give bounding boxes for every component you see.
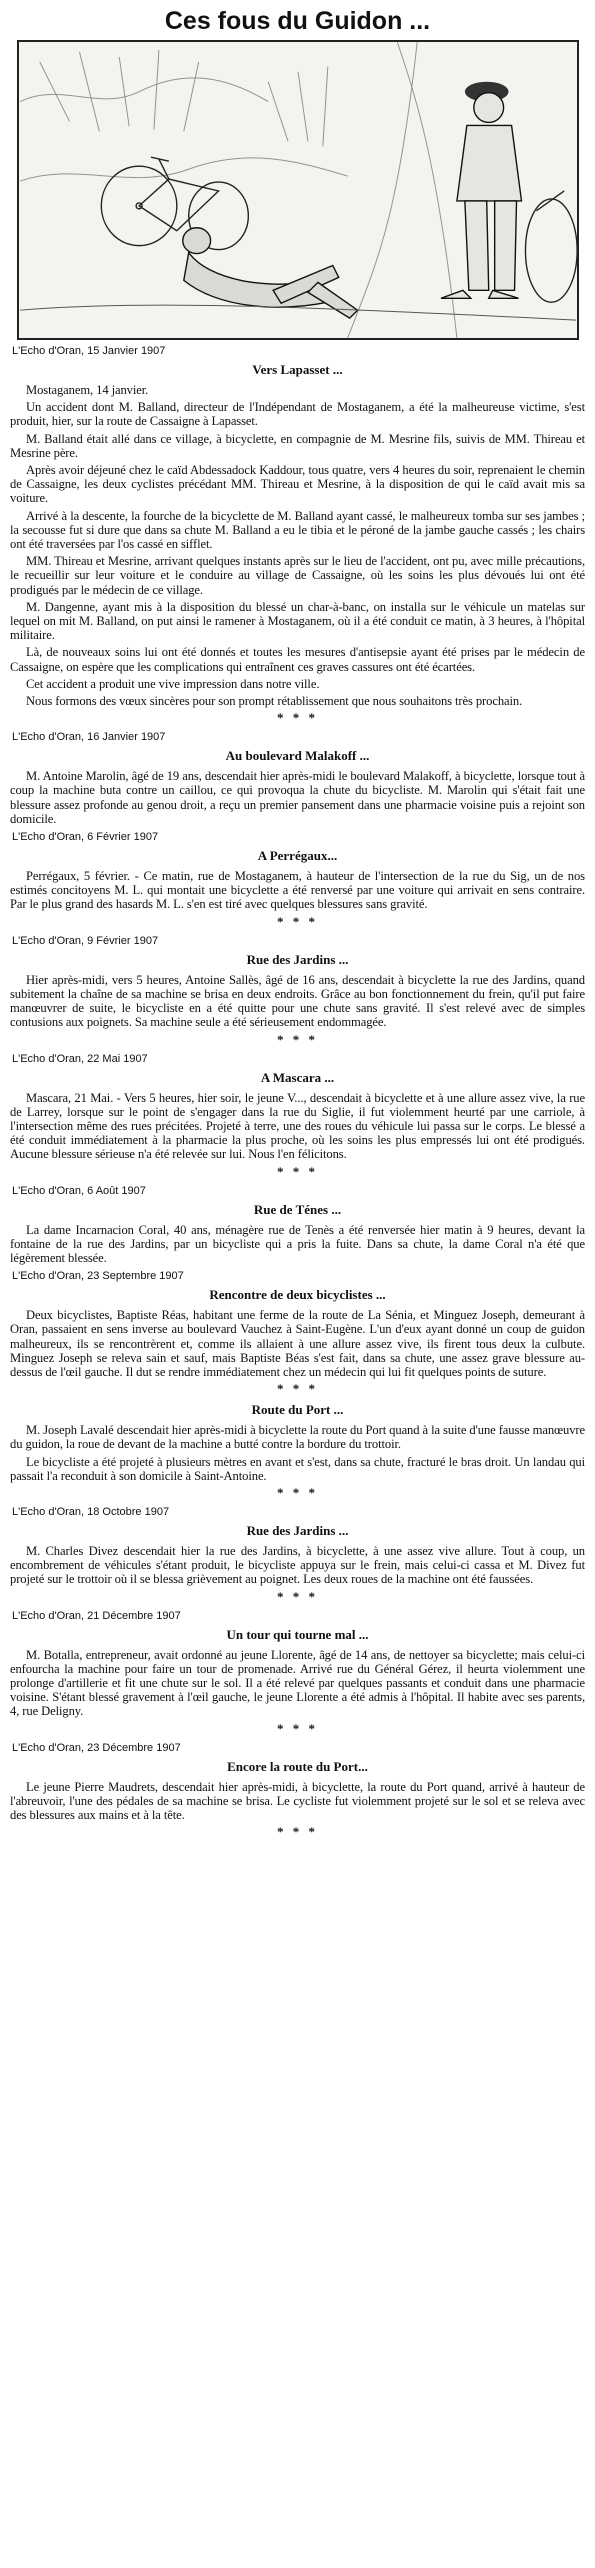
separator: * * * [277, 1588, 318, 1604]
article-headline: Encore la route du Port... [227, 1758, 368, 1774]
article-paragraph: M. Charles Divez descendait hier la rue des Jardins, à bicyclette, à une assez vive allure. Tout à coup, un encombrement de véhicules s'étant produit, le bicycliste appuya sur le frein, mais celui-ci cassa et M. Divez fut projeté sur le trottoir où il se blessa grièvement au poignet. Les deux roues de la machine ont été faussées. [10, 1543, 585, 1587]
article-source: L'Echo d'Oran, 23 Septembre 1907 [12, 1270, 184, 1283]
article-headline: A Mascara ... [260, 1069, 335, 1085]
article-3 [10, 831, 585, 929]
article-headline: Rue de Ténes ... [253, 1201, 342, 1217]
article-paragraph: Là, de nouveaux soins lui ont été donnés et toutes les mesures d'antisepsie ayant été prises par le médecin de Cassaigne, on espère que les complications qui entraînent ces graves cassures ont été écartées. [10, 645, 585, 674]
article-paragraph: Le bicycliste a été projeté à plusieurs mètres en avant et s'est, dans sa chute, fracturé le bras droit. Un landau qui passait l'a reconduit à son domicile à Saint-Antoine. [10, 1454, 585, 1483]
article-headline: Au boulevard Malakoff ... [225, 748, 370, 764]
article-paragraph: Mostaganem, 14 janvier. [26, 383, 149, 397]
article-2 [10, 731, 585, 826]
separator: * * * [277, 1484, 318, 1500]
article-6 [10, 1185, 585, 1266]
article-paragraph: M. Botalla, entrepreneur, avait ordonné au jeune Llorente, âgé de 14 ans, de nettoyer sa bicyclette; mais celui-ci enfourcha la machine pour faire un tour de promenade. Arrivé rue du Général Gérez, il heurta violemment une prolonge d'artillerie et fit une chute sur le sol. Il a été relevé par quelques passants et conduit dans une pharmacie voisine. S'étant blessé gravement à l'œil gauche, le jeune Llorente a été admis à l'hôpital. Il habite avec ses parents, 4, rue Deligny. [10, 1647, 585, 1719]
article-paragraph: M. Balland était allé dans ce village, à bicyclette, en compagnie de M. Mesrine fils, suivis de MM. Thireau et Mesrine père. [10, 431, 585, 460]
article-paragraph: La dame Incarnacion Coral, 40 ans, ménagère rue de Tenès a été renversée hier matin à 9 heures, devant la fontaine de la rue des Jardins, par un bicycliste qui a pris la fuite. Dans sa chute, la dame Coral n'a été que légèrement blessée. [10, 1222, 585, 1265]
separator: * * * [277, 1381, 318, 1397]
article-4 [10, 935, 585, 1047]
article-paragraph: M. Joseph Lavalé descendait hier après-midi à bicyclette la route du Port quand à la suite d'une fausse manœuvre du guidon, la roue de devant de la machine a butté contre la bordure du trottoir. [10, 1423, 585, 1452]
article-paragraph: Le jeune Pierre Maudrets, descendait hier après-midi, à bicyclette, la route du Port quand, arrivé à hauteur de l'abreuvoir, l'une des pédales de sa machine se brisa. Le cycliste fut violemment projeté sur le sol et se releva avec des blessures aux mains et à la tête. [10, 1779, 585, 1822]
article-source: L'Echo d'Oran, 21 Décembre 1907 [12, 1609, 181, 1622]
article-9 [10, 1506, 585, 1604]
article-source: L'Echo d'Oran, 15 Janvier 1907 [12, 345, 166, 357]
article-source: L'Echo d'Oran, 6 Août 1907 [12, 1184, 146, 1197]
article-1 [10, 345, 585, 725]
article-source: L'Echo d'Oran, 16 Janvier 1907 [12, 731, 166, 744]
article-headline: Vers Lapasset ... [252, 362, 343, 377]
article-paragraph: Deux bicyclistes, Baptiste Réas, habitant une ferme de la route de La Sénia, et Minguez Joseph, demeurant à Oran, passaient en sens inverse au boulevard Vauchez à Saint-Eugène. L'un d'eux ayant donné un coup de guidon malheureux, ils se rencontrèrent et, comme ils allaient à une allure assez vive, ils firent tous deux la culbute. Minguez Joseph se releva sain et sauf, mais Baptiste Béas s'est fait, dans sa chute, une assez grave blessure au-dessus de l'œil gauche. Il dut se rendre immédiatement chez un médecin qui lui fit quelques points de suture. [10, 1308, 585, 1379]
article-5 [10, 1053, 585, 1179]
separator: * * * [277, 1031, 318, 1047]
article-paragraph: Un accident dont M. Balland, directeur de l'Indépendant de Mostaganem, a été la malheureuse victime, s'est produit, hier, sur la route de Cassaigne à Lapasset. [10, 400, 585, 429]
article-source: L'Echo d'Oran, 23 Décembre 1907 [12, 1741, 181, 1754]
article-paragraph: Mascara, 21 Mai. - Vers 5 heures, hier soir, le jeune V..., descendait à bicyclette et à une allure assez vive, la rue de Larrey, lorsque sur le point de s'engager dans la rue du Siglie, il fut violemment heurté par une carriole, à l'intersection même des rues précitées. Projeté à terre, une des roues du véhicule lui passa sur le corps. Le blessé a été conduit immédiatement à la pharmacie la plus proche, où les soins les plus empressés lui ont été prodigués. Aucune blessure sérieuse n'a été relevée sur lui. Nous l'en félicitons. [10, 1090, 585, 1162]
article-paragraph: M. Antoine Marolin, âgé de 19 ans, descendait hier après-midi le boulevard Malakoff, à bicyclette, lorsque tout à coup la machine buta contre un caillou, ce qui provoqua la chute du bicycliste. M. Marolin qui s'était fait une blessure assez profonde au genou droit, a reçu un premier pansement dans une pharmacie voisine puis a rejoint son domicile. [10, 769, 585, 826]
separator: * * * [277, 1824, 318, 1840]
article-headline: Route du Port ... [251, 1402, 344, 1418]
separator: * * * [277, 913, 318, 929]
article-paragraph: Nous formons des vœux sincères pour son prompt rétablissement que nous souhaitons très prochain. [26, 694, 523, 709]
article-source: L'Echo d'Oran, 18 Octobre 1907 [12, 1505, 170, 1518]
article-paragraph: Perrégaux, 5 février. - Ce matin, rue de Mostaganem, à hauteur de l'intersection de la rue du Sig, un de nos estimés concitoyens M. L. qui montait une bicyclette a été renversé par une voiture qui arrivait en sens contraire. Par le plus grand des hasards M. L. s'en est tiré avec quelques blessures sans gravité. [10, 869, 585, 912]
article-10 [10, 1610, 585, 1736]
article-paragraph: M. Dangenne, ayant mis à la disposition du blessé un char-à-banc, on installa sur le véhicule un matelas sur lequel on mit M. Balland, on put ainsi le ramener à Mostaganem, où il a été conduit ce matin, à 3 heures, à l'hôpital militaire. [10, 599, 585, 643]
article-paragraph: Après avoir déjeuné chez le caïd Abdessadock Kaddour, tous quatre, vers 4 heures du soir, reprenaient le chemin de Cassaigne, les deux cyclistes précédant MM. Thireau et Mesrine, à la disposition de qui le caïd avait mis sa voiture. [10, 463, 585, 506]
article-paragraph: Hier après-midi, vers 5 heures, Antoine Sallès, âgé de 16 ans, descendait à bicyclette la rue des Jardins, quand subitement la chaîne de sa machine se brisa en deux endroits. Grâce au bon fonctionnement du frein, qu'il put faire manœuvrer de suite, le bicycliste en a été quitte pour une chute sans gravité. Il s'est relevé avec de simples contusions aux poignets. Sa machine seule a été sérieusement endommagée. [10, 972, 585, 1030]
article-source: L'Echo d'Oran, 9 Février 1907 [12, 934, 159, 947]
page-title: Ces fous du Guidon ... [164, 7, 431, 35]
article-paragraph: Cet accident a produit une vive impression dans notre ville. [26, 676, 320, 691]
article-8 [10, 1402, 585, 1500]
article-7 [10, 1270, 585, 1396]
article-source: L'Echo d'Oran, 22 Mai 1907 [12, 1052, 148, 1065]
separator: * * * [277, 1720, 318, 1736]
separator: * * * [277, 1163, 318, 1179]
article-source: L'Echo d'Oran, 6 Février 1907 [12, 831, 159, 844]
article-paragraph: MM. Thireau et Mesrine, arrivant quelques instants après sur le lieu de l'accident, ont pu, avec mille précautions, le recueillir sur leur voiture et le conduire au village de Cassaigne, où les soins les plus dévoués lui ont été prodigués par le médecin de ce village. [10, 554, 585, 597]
article-11 [10, 1742, 585, 1840]
article-headline: Rue des Jardins ... [246, 1522, 349, 1538]
article-headline: A Perrégaux... [257, 848, 338, 864]
article-headline: Rencontre de deux bicyclistes ... [209, 1287, 386, 1303]
cyclist-accident-illustration [17, 40, 579, 340]
separator: * * * [277, 710, 318, 726]
article-headline: Rue des Jardins ... [246, 951, 349, 967]
article-paragraph: Arrivé à la descente, la fourche de la bicyclette de M. Balland ayant cassé, le malheureux tomba sur ses jambes ; la secousse fut si dure que dans sa chute M. Balland a eu le tibia et le péroné de la jambe gauche cassés ; les chairs ont été traversées par l'os cassé en sifflet. [10, 508, 585, 552]
article-headline: Un tour qui tourne mal ... [226, 1626, 369, 1642]
